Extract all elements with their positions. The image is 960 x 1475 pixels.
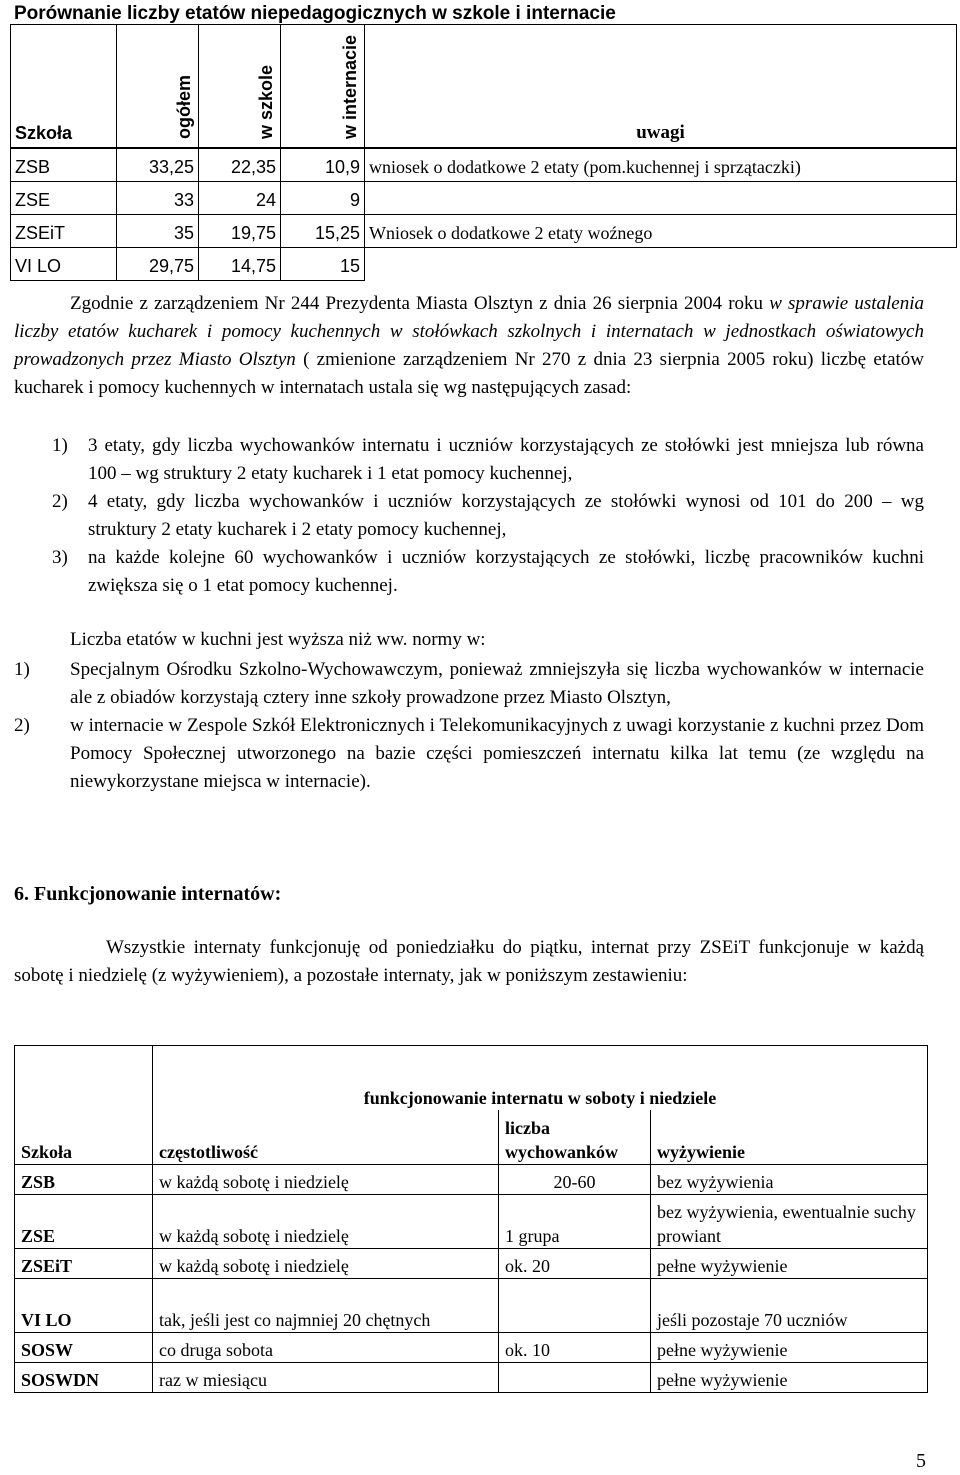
cell-total: 33 (117, 182, 199, 215)
cell-frequency: w każdą sobotę i niedzielę (153, 1249, 499, 1279)
table-row (11, 148, 957, 182)
header-school: Szkoła (15, 1110, 153, 1165)
cell-school: ZSE (11, 182, 117, 215)
cell-food: pełne wyżywienie (651, 1249, 928, 1279)
table2-blank-cell (15, 1046, 153, 1111)
page-number: 5 (916, 1450, 926, 1472)
table-row (15, 1279, 928, 1333)
list-item: 1) Specjalnym Ośrodku Szkolno-Wychowawczym, ponieważ zmniejszyła się liczba wychowanków w internacie ale z obiadów korzystają cztery inne szkoły prowadzone przez Miasto Olsztyn, (14, 659, 924, 708)
weekend-boarding-table (14, 1045, 928, 1393)
cell-school: ZSE (15, 1195, 153, 1249)
cell-food: bez wyżywienia (651, 1165, 928, 1195)
list-item: 2) w internacie w Zespole Szkół Elektronicznych i Telekomunikacyjnych z uwagi korzystanie z kuchni przez Dom Pomocy Społecznej utworzonego na bazie części pomieszczeń internatu kilka lat temu (ze względu na niewykorzystane miejsca w internacie). (14, 715, 924, 792)
cell-notes: wniosek o dodatkowe 2 etaty (pom.kuchennej i sprzątaczki) (365, 148, 957, 182)
header-frequency: częstotliwość (153, 1110, 499, 1165)
staff-comparison-table (10, 24, 957, 281)
cell-total: 35 (117, 215, 199, 248)
cell-school: ZSEiT (11, 215, 117, 248)
regulation-tail: ( zmienione zarządzeniem Nr 270 z dnia 23 sierpnia 2005 roku) liczbę etatów kucharek i pomocy kuchennych w internatach ustala się wg następujących zasad: (14, 349, 925, 398)
cell-in-boarding: 10,9 (281, 148, 365, 182)
list-item: 2) 4 etaty, gdy liczba wychowanków i uczniów korzystających ze stołówki wynosi od 101 do 200 – wg struktury 2 etaty kucharek i 2 etaty pomocy kuchennej, (52, 491, 924, 540)
table1-header-row (11, 25, 957, 149)
cell-in-boarding: 15 (281, 248, 365, 281)
cell-count (499, 1279, 651, 1333)
cell-school: ZSEiT (15, 1249, 153, 1279)
header-food: wyżywienie (651, 1110, 928, 1165)
cell-in-school: 22,35 (199, 148, 281, 182)
list-item: 1) 3 etaty, gdy liczba wychowanków internatu i uczniów korzystających ze stołówki jest mniejsza lub równa 100 – wg struktury 2 etaty kucharek i 1 etat pomocy kuchennej, (52, 435, 924, 484)
cell-in-school: 24 (199, 182, 281, 215)
cell-frequency: tak, jeśli jest co najmniej 20 chętnych (153, 1279, 499, 1333)
cell-frequency: w każdą sobotę i niedzielę (153, 1165, 499, 1195)
cell-food: jeśli pozostaje 70 uczniów (651, 1279, 928, 1333)
cell-school: ZSB (15, 1165, 153, 1195)
table-row (11, 248, 957, 281)
cell-in-boarding: 15,25 (281, 215, 365, 248)
table2-group-header: funkcjonowanie internatu w soboty i niedziele (153, 1046, 928, 1111)
cell-in-boarding: 9 (281, 182, 365, 215)
cell-count: ok. 20 (499, 1249, 651, 1279)
header-count: liczba wychowanków (499, 1110, 651, 1165)
section-heading: 6. Funkcjonowanie internatów: (14, 883, 282, 905)
cell-frequency: co druga sobota (153, 1333, 499, 1363)
table-row (11, 182, 957, 215)
cell-notes (365, 182, 957, 215)
cell-notes: Wniosek o dodatkowe 2 etaty woźnego (365, 215, 957, 248)
cell-school: SOSWDN (15, 1363, 153, 1393)
cell-frequency: raz w miesiącu (153, 1363, 499, 1393)
cell-food: pełne wyżywienie (651, 1363, 928, 1393)
cell-notes (365, 248, 957, 281)
regulation-paragraph (14, 290, 924, 402)
cell-count (499, 1363, 651, 1393)
table2-header-row (15, 1110, 928, 1165)
cell-food: pełne wyżywienie (651, 1333, 928, 1363)
header-in-boarding: w internacie (281, 25, 365, 149)
header-total: ogółem (117, 25, 199, 149)
cell-count: 20-60 (499, 1165, 651, 1195)
table-row (11, 215, 957, 248)
table-row (15, 1363, 928, 1393)
table-row (15, 1165, 928, 1195)
regulation-title: w sprawie ustalenia liczby etatów kucharek i pomocy kuchennych w stołówkach szkolnych i internatach w jednostkach oświatowych prowadzonych przez Miasto Olsztyn (14, 293, 924, 370)
table2-group-header-row (15, 1046, 928, 1111)
table-row (15, 1249, 928, 1279)
regulation-lead: Zgodnie z zarządzeniem Nr 244 Prezydenta Miasta Olsztyn z dnia 26 sierpnia 2004 roku (70, 293, 764, 314)
cell-school: VI LO (11, 248, 117, 281)
table1-title: Porównanie liczby etatów niepedagogicznych w szkole i internacie (14, 3, 616, 24)
header-school: Szkoła (11, 25, 117, 149)
cell-food: bez wyżywienia, ewentualnie suchy prowiant (651, 1195, 928, 1249)
staffing-rules-list (52, 432, 924, 600)
cell-school: VI LO (15, 1279, 153, 1333)
section-paragraph: Wszystkie internaty funkcjonuję od poniedziałku do piątku, internat przy ZSEiT funkcjonuje w każdą sobotę i niedzielę (z wyżywieniem), a pozostałe internaty, jak w poniższym zestawieniu: (14, 937, 924, 986)
cell-school: ZSB (11, 148, 117, 182)
table-row (15, 1333, 928, 1363)
header-notes: uwagi (365, 25, 957, 149)
cell-in-school: 19,75 (199, 215, 281, 248)
cell-total: 29,75 (117, 248, 199, 281)
cell-count: 1 grupa (499, 1195, 651, 1249)
cell-school: SOSW (15, 1333, 153, 1363)
exceptions-lead: Liczba etatów w kuchni jest wyższa niż ww. normy w: (70, 629, 486, 650)
exceptions-list (14, 656, 924, 796)
cell-total: 33,25 (117, 148, 199, 182)
list-item: 3) na każde kolejne 60 wychowanków i uczniów korzystających ze stołówki, liczbę pracowników kuchni zwiększa się o 1 etat pomocy kuchennej. (52, 547, 924, 596)
cell-frequency: w każdą sobotę i niedzielę (153, 1195, 499, 1249)
header-in-school: w szkole (199, 25, 281, 149)
table-row (15, 1195, 928, 1249)
cell-in-school: 14,75 (199, 248, 281, 281)
cell-count: ok. 10 (499, 1333, 651, 1363)
